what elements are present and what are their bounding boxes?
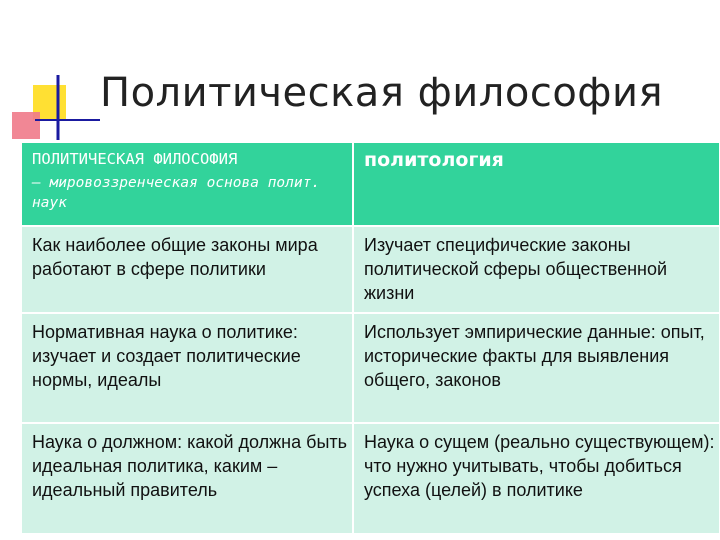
row-2-philosophy-cell: Нормативная наука о политике: изучает и создает политические нормы, идеалы	[22, 313, 353, 423]
header-right-title: политология	[364, 149, 504, 171]
header-political-philosophy	[22, 143, 353, 226]
logo-pink-square	[12, 112, 40, 139]
table-header-row	[22, 143, 720, 226]
row-1-philosophy-cell: Как наиболее общие законы мира работают в сфере политики	[22, 226, 353, 313]
comparison-table	[22, 143, 720, 535]
table-row	[22, 226, 720, 313]
header-left-title: ПОЛИТИЧЕСКАЯ ФИЛОСОФИЯ	[32, 150, 238, 168]
row-1-politology-cell: Изучает специфические законы политической сферы общественной жизни	[353, 226, 720, 313]
table-row	[22, 313, 720, 423]
header-political-science	[353, 143, 720, 226]
row-2-politology-cell: Использует эмпирические данные: опыт, исторические факты для выявления общего, законов	[353, 313, 720, 423]
slide-title: Политическая философия	[100, 70, 664, 116]
row-3-philosophy-cell: Наука о должном: какой должна быть идеальная политика, каким – идеальный правитель	[22, 423, 353, 534]
table-row	[22, 423, 720, 534]
row-3-politology-cell: Наука о сущем (реально существующем): что нужно учитывать, чтобы добиться успеха (целей) в политике	[353, 423, 720, 534]
header-left-subtitle: – мировоззренческая основа полит. наук	[32, 175, 321, 211]
